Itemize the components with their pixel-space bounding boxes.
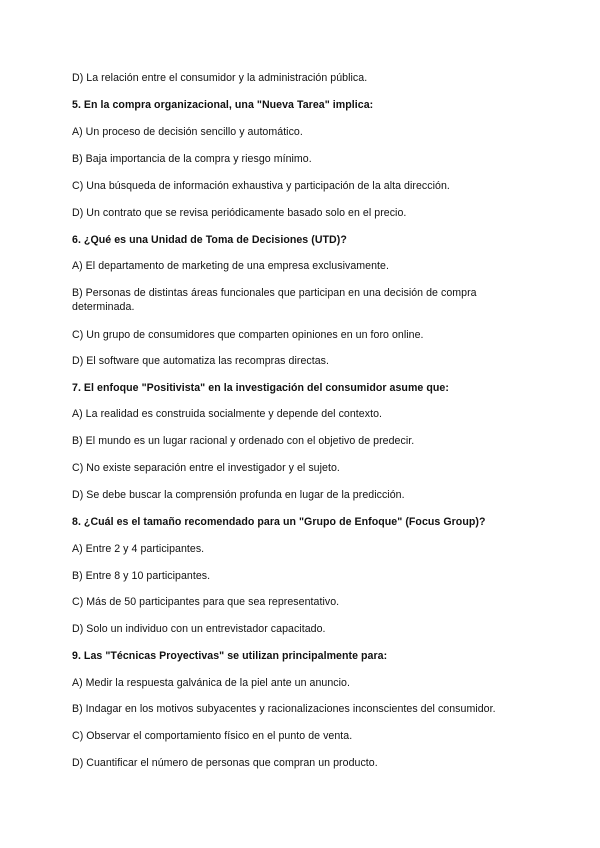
option-text: C) Una búsqueda de información exhaustiva y participación de la alta dirección. bbox=[72, 180, 450, 192]
option-text: B) Entre 8 y 10 participantes. bbox=[72, 570, 211, 582]
question-5-text: 5. En la compra organizacional, una "Nueva Tarea" implica: bbox=[72, 99, 374, 111]
option-text: C) Un grupo de consumidores que comparten opiniones en un foro online. bbox=[72, 329, 424, 341]
option-text: D) Cuantificar el número de personas que compran un producto. bbox=[72, 757, 378, 769]
option-text: C) Más de 50 participantes para que sea representativo. bbox=[72, 596, 340, 608]
option-text: A) Medir la respuesta galvánica de la piel ante un anuncio. bbox=[72, 677, 350, 689]
question-7-text: 7. El enfoque "Positivista" en la investigación del consumidor asume que: bbox=[72, 382, 449, 394]
option-text: A) La realidad es construida socialmente y depende del contexto. bbox=[72, 408, 383, 420]
question-9-text: 9. Las "Técnicas Proyectivas" se utilizan principalmente para: bbox=[72, 650, 388, 662]
option-text: B) Indagar en los motivos subyacentes y racionalizaciones inconscientes del consumidor. bbox=[72, 703, 496, 715]
question-8-text: 8. ¿Cuál es el tamaño recomendado para un "Grupo de Enfoque" (Focus Group)? bbox=[72, 516, 486, 528]
option-text: D) Solo un individuo con un entrevistador capacitado. bbox=[72, 623, 326, 635]
option-text: B) Personas de distintas áreas funcionales que participan en una decisión de compra determinada. bbox=[72, 287, 477, 313]
option-text: D) Se debe buscar la comprensión profunda en lugar de la predicción. bbox=[72, 489, 405, 501]
option-text: D) Un contrato que se revisa periódicamente basado solo en el precio. bbox=[72, 207, 407, 219]
option-text: A) Entre 2 y 4 participantes. bbox=[72, 543, 205, 555]
option-text: D) El software que automatiza las recompras directas. bbox=[72, 355, 330, 367]
option-text: B) Baja importancia de la compra y riesgo mínimo. bbox=[72, 153, 312, 165]
option-text: D) La relación entre el consumidor y la administración pública. bbox=[72, 72, 368, 84]
option-text: B) El mundo es un lugar racional y ordenado con el objetivo de predecir. bbox=[72, 435, 415, 447]
question-6-text: 6. ¿Qué es una Unidad de Toma de Decisiones (UTD)? bbox=[72, 234, 347, 246]
option-text: C) Observar el comportamiento físico en el punto de venta. bbox=[72, 730, 353, 742]
option-text: A) El departamento de marketing de una empresa exclusivamente. bbox=[72, 260, 389, 272]
option-text: C) No existe separación entre el investigador y el sujeto. bbox=[72, 462, 340, 474]
option-text: A) Un proceso de decisión sencillo y automático. bbox=[72, 126, 303, 138]
